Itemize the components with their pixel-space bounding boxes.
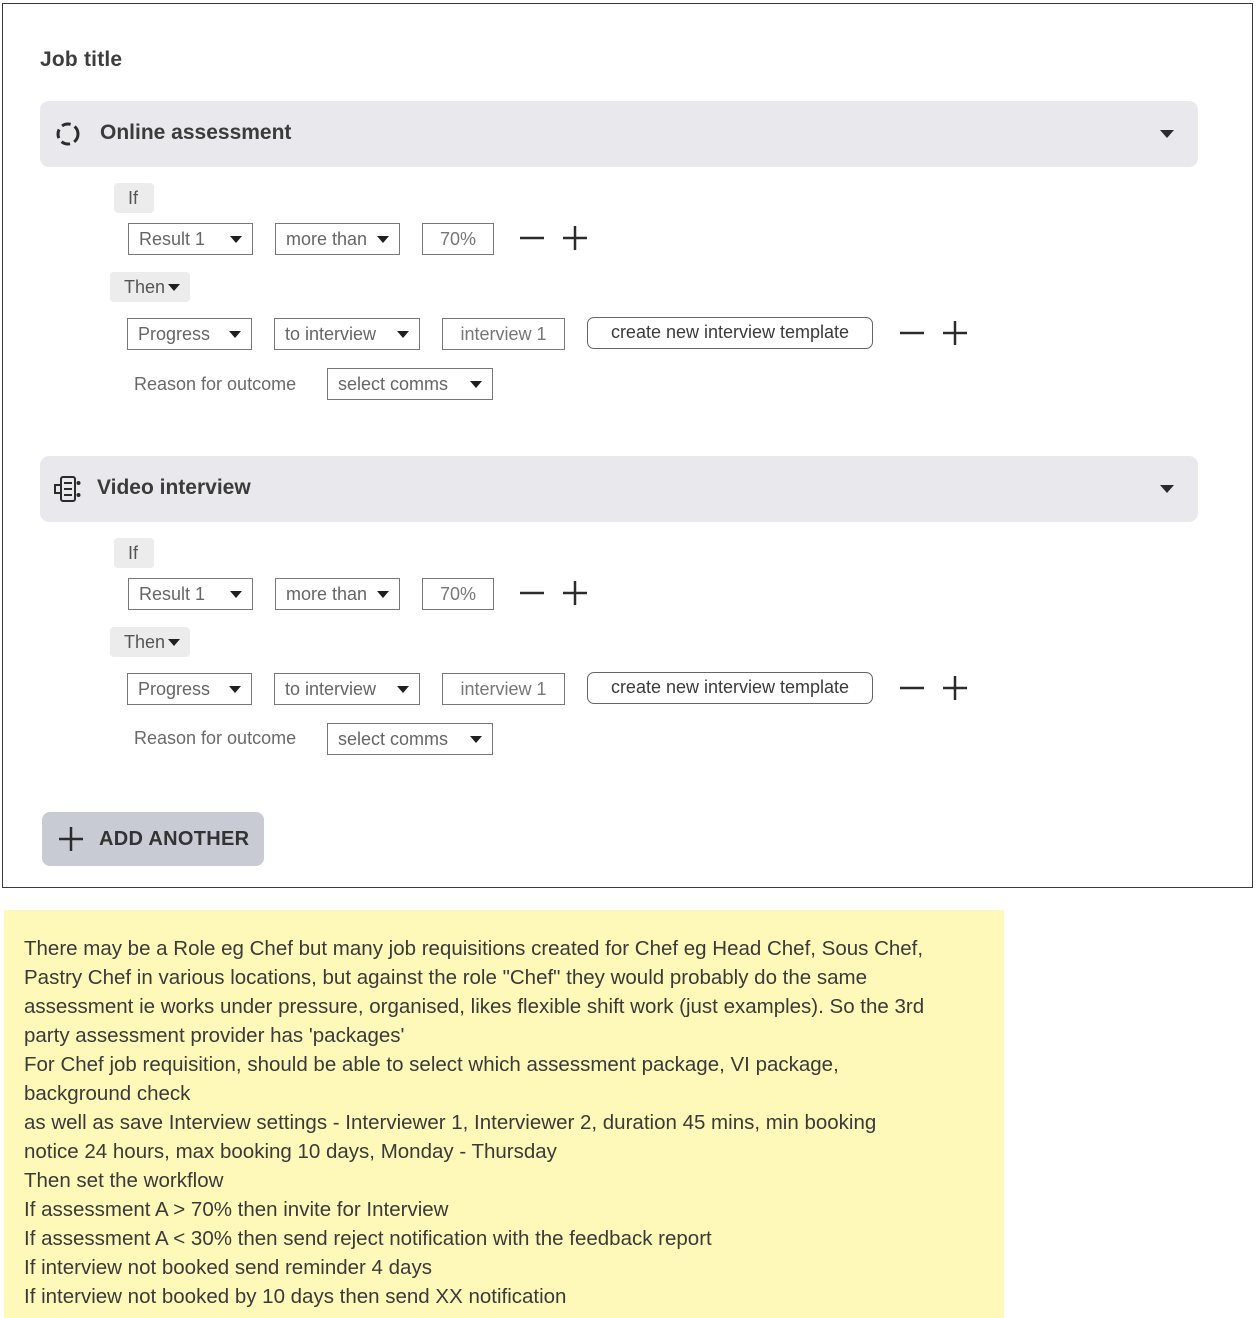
stage-title: Video interview: [97, 476, 251, 499]
condition-field-select[interactable]: Result 1: [128, 223, 253, 255]
caret-down-icon: [470, 736, 482, 743]
reason-comms-select[interactable]: select comms: [327, 723, 493, 755]
caret-down-icon: [168, 639, 180, 646]
add-another-label: ADD ANOTHER: [99, 828, 250, 850]
caret-down-icon: [397, 331, 409, 338]
note-line: Pastry Chef in various locations, but against the role "Chef" they would probably do the same: [24, 966, 867, 989]
if-label: If: [114, 538, 154, 568]
caret-down-icon: [168, 284, 180, 291]
remove-action-button[interactable]: [898, 319, 926, 347]
remove-condition-button[interactable]: [518, 224, 546, 252]
action-target-select[interactable]: to interview: [274, 673, 420, 705]
action-type-select[interactable]: Progress: [127, 673, 252, 705]
caret-down-icon: [397, 686, 409, 693]
note-line: There may be a Role eg Chef but many job requisitions created for Chef eg Head Chef, Sous Chef,: [24, 937, 924, 960]
condition-operator-select[interactable]: more than: [275, 578, 400, 610]
job-title: Job title: [40, 48, 123, 71]
condition-operator-select[interactable]: more than: [275, 223, 400, 255]
caret-down-icon: [229, 686, 241, 693]
create-template-button[interactable]: create new interview template: [587, 672, 873, 704]
plus-icon: [58, 826, 84, 852]
interview-template-input[interactable]: interview 1: [442, 673, 565, 705]
add-action-button[interactable]: [941, 319, 969, 347]
caret-down-icon: [470, 381, 482, 388]
stage-header-online-assessment[interactable]: [40, 101, 1198, 167]
then-dropdown[interactable]: Then: [110, 627, 190, 657]
create-template-button[interactable]: create new interview template: [587, 317, 873, 349]
add-condition-button[interactable]: [561, 579, 589, 607]
stage-title: Online assessment: [100, 121, 292, 144]
if-label: If: [114, 183, 154, 213]
note-line: background check: [24, 1082, 191, 1105]
add-another-button[interactable]: [42, 812, 264, 866]
remove-action-button[interactable]: [898, 674, 926, 702]
interview-template-input[interactable]: interview 1: [442, 318, 565, 350]
stage-header-video-interview[interactable]: [40, 456, 1198, 522]
caret-down-icon: [230, 591, 242, 598]
note-line: assessment ie works under pressure, organised, likes flexible shift work (just examples). So the 3rd: [24, 995, 925, 1018]
action-type-select[interactable]: Progress: [127, 318, 252, 350]
condition-field-select[interactable]: Result 1: [128, 578, 253, 610]
caret-down-icon: [229, 331, 241, 338]
action-target-select[interactable]: to interview: [274, 318, 420, 350]
chevron-down-icon[interactable]: [1160, 130, 1174, 138]
note-line: Then set the workflow: [24, 1169, 224, 1192]
remove-condition-button[interactable]: [518, 579, 546, 607]
note-line: party assessment provider has 'packages': [24, 1024, 405, 1047]
note-line: as well as save Interview settings - Interviewer 1, Interviewer 2, duration 45 mins, min booking: [24, 1111, 877, 1134]
note-line: If assessment A > 70% then invite for Interview: [24, 1198, 449, 1221]
video-interview-icon: [54, 475, 82, 503]
sticky-note: [4, 910, 1004, 1318]
note-line: If interview not booked by 10 days then send XX notification: [24, 1285, 567, 1308]
loading-circle-icon: [54, 120, 82, 148]
caret-down-icon: [377, 591, 389, 598]
add-action-button[interactable]: [941, 674, 969, 702]
note-line: For Chef job requisition, should be able to select which assessment package, VI package,: [24, 1053, 839, 1076]
note-line: If interview not booked send reminder 4 days: [24, 1256, 432, 1279]
chevron-down-icon[interactable]: [1160, 485, 1174, 493]
add-condition-button[interactable]: [561, 224, 589, 252]
condition-value-input[interactable]: 70%: [422, 578, 494, 610]
caret-down-icon: [377, 236, 389, 243]
reason-label: Reason for outcome: [134, 728, 297, 748]
note-line: If assessment A < 30% then send reject notification with the feedback report: [24, 1227, 712, 1250]
caret-down-icon: [230, 236, 242, 243]
condition-value-input[interactable]: 70%: [422, 223, 494, 255]
note-line: notice 24 hours, max booking 10 days, Monday - Thursday: [24, 1140, 557, 1163]
reason-comms-select[interactable]: select comms: [327, 368, 493, 400]
reason-label: Reason for outcome: [134, 374, 297, 394]
then-dropdown[interactable]: Then: [110, 272, 190, 302]
